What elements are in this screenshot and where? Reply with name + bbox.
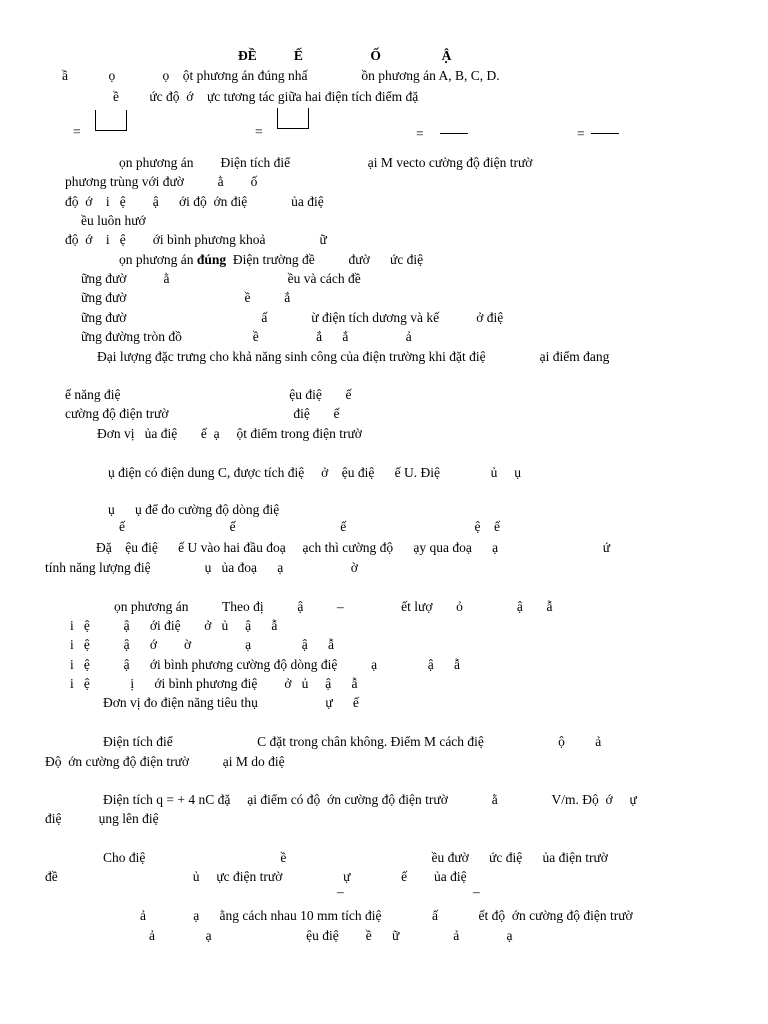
- question-text: ọn phương án: [119, 252, 194, 267]
- question-line: Điện tích q = + 4 nC đặ ại điểm có độ ớn cường độ điện trườ ằ V/m. Độ ớ ự: [103, 792, 637, 807]
- answer-line: ế ế ế ệ ế: [119, 519, 500, 534]
- question-line: ả ạ ệu điệ ề ữ ả ạ: [149, 928, 513, 943]
- page-title: ĐỀ Ế Ố Ậ: [238, 48, 452, 63]
- question-line: Đơn vị ủa điệ ế ạ ột điểm trong điện trườ: [97, 426, 362, 441]
- question-line: Đại lượng đặc trưng cho khả năng sinh công của điện trường khi đặt điệ ại điểm đang: [97, 349, 610, 364]
- answer-line: i ệ ậ ới điệ ở ủ ậ ẫ: [70, 618, 278, 633]
- question-line: Đơn vị đo điện năng tiêu thụ ự ế: [103, 695, 359, 710]
- option-a-fraction: [95, 110, 127, 131]
- answer-line: ững đường tròn đồ ề ắ ắ ả: [81, 329, 412, 344]
- answer-line: ững đườ ề ắ: [81, 290, 291, 305]
- question-line: tính năng lượng điệ ụ ủa đoạ ạ ờ: [45, 560, 358, 575]
- emphasis-text: đúng: [196, 252, 227, 267]
- answer-line: phương trùng với đườ ằ ố: [65, 174, 258, 189]
- option-c-equals: =: [416, 126, 424, 141]
- option-b-equals: =: [255, 124, 263, 139]
- answer-line: ững đườ ấ ừ điện tích dương và kế ở điệ: [81, 310, 504, 325]
- question-text: Điện trường đề đườ ức điệ: [232, 252, 424, 267]
- question-line: đề ủ ực điện trườ ự ế ủa điệ: [45, 869, 467, 884]
- option-a-equals: =: [73, 124, 81, 139]
- answer-line: ững đườ ằ ều và cách đề: [81, 271, 361, 286]
- question-line: Độ ớn cường độ điện trườ ại M do điệ: [45, 754, 285, 769]
- option-d-fraction-bar: [591, 133, 619, 134]
- answer-line: i ệ ậ ới bình phương cường độ dòng điệ ạ ậ ẫ: [70, 657, 460, 672]
- question-line: ụ điện có điện dung C, được tích điệ ở ệu điệ ế U. Điệ ủ ụ: [108, 465, 522, 480]
- question-line: ọn phương án Theo đị ậ – ết lượ ỏ ậ ẫ: [114, 599, 553, 614]
- vector-mark: –: [473, 884, 480, 899]
- answer-line: ế năng điệ ệu điệ ế: [65, 387, 352, 402]
- question-line: ọn phương án Điện tích điể ại M vecto cường độ điện trườ: [119, 155, 533, 170]
- answer-line: i ệ ị ới bình phương điệ ở ủ ậ ẫ: [70, 676, 358, 691]
- answer-line: độ ớ i ệ ậ ới độ ớn điệ ủa điệ: [65, 194, 324, 209]
- question-line: Cho điệ ề ều đườ ức điệ ủa điện trườ: [103, 850, 608, 865]
- answer-line: i ệ ậ ớ ờ ạ ậ ẫ: [70, 637, 334, 652]
- option-c-fraction-bar: [440, 133, 468, 134]
- answer-line: ều luôn hướ: [81, 213, 146, 228]
- question-line: Đặ ệu điệ ế U vào hai đầu đoạ ạch thì cường độ ạy qua đoạ ạ ứ: [96, 540, 611, 555]
- answer-line: độ ớ i ệ ới bình phương khoả ữ: [65, 232, 327, 247]
- instruction-line: ầ ọ ọ ột phương án đúng nhấ ồn phương án A, B, C, D.: [62, 68, 500, 83]
- question-line: [119, 252, 423, 268]
- question-line: Điện tích điể C đặt trong chân không. Điểm M cách điệ ộ ả: [103, 734, 602, 749]
- question-line: ề ức độ ớ ực tương tác giữa hai điện tích điểm đặ: [113, 89, 419, 104]
- question-line: ả ạ ằng cách nhau 10 mm tích điệ ấ ết độ ớn cường độ điện trườ: [140, 908, 633, 923]
- question-line: điệ ụng lên điệ: [45, 811, 159, 826]
- answer-line: cường độ điện trườ điệ ế: [65, 406, 340, 421]
- option-d-equals: =: [577, 126, 585, 141]
- option-b-fraction: [277, 108, 309, 129]
- answer-line: ụ ụ để đo cường độ dòng điệ: [108, 502, 280, 517]
- vector-mark: –: [337, 884, 344, 899]
